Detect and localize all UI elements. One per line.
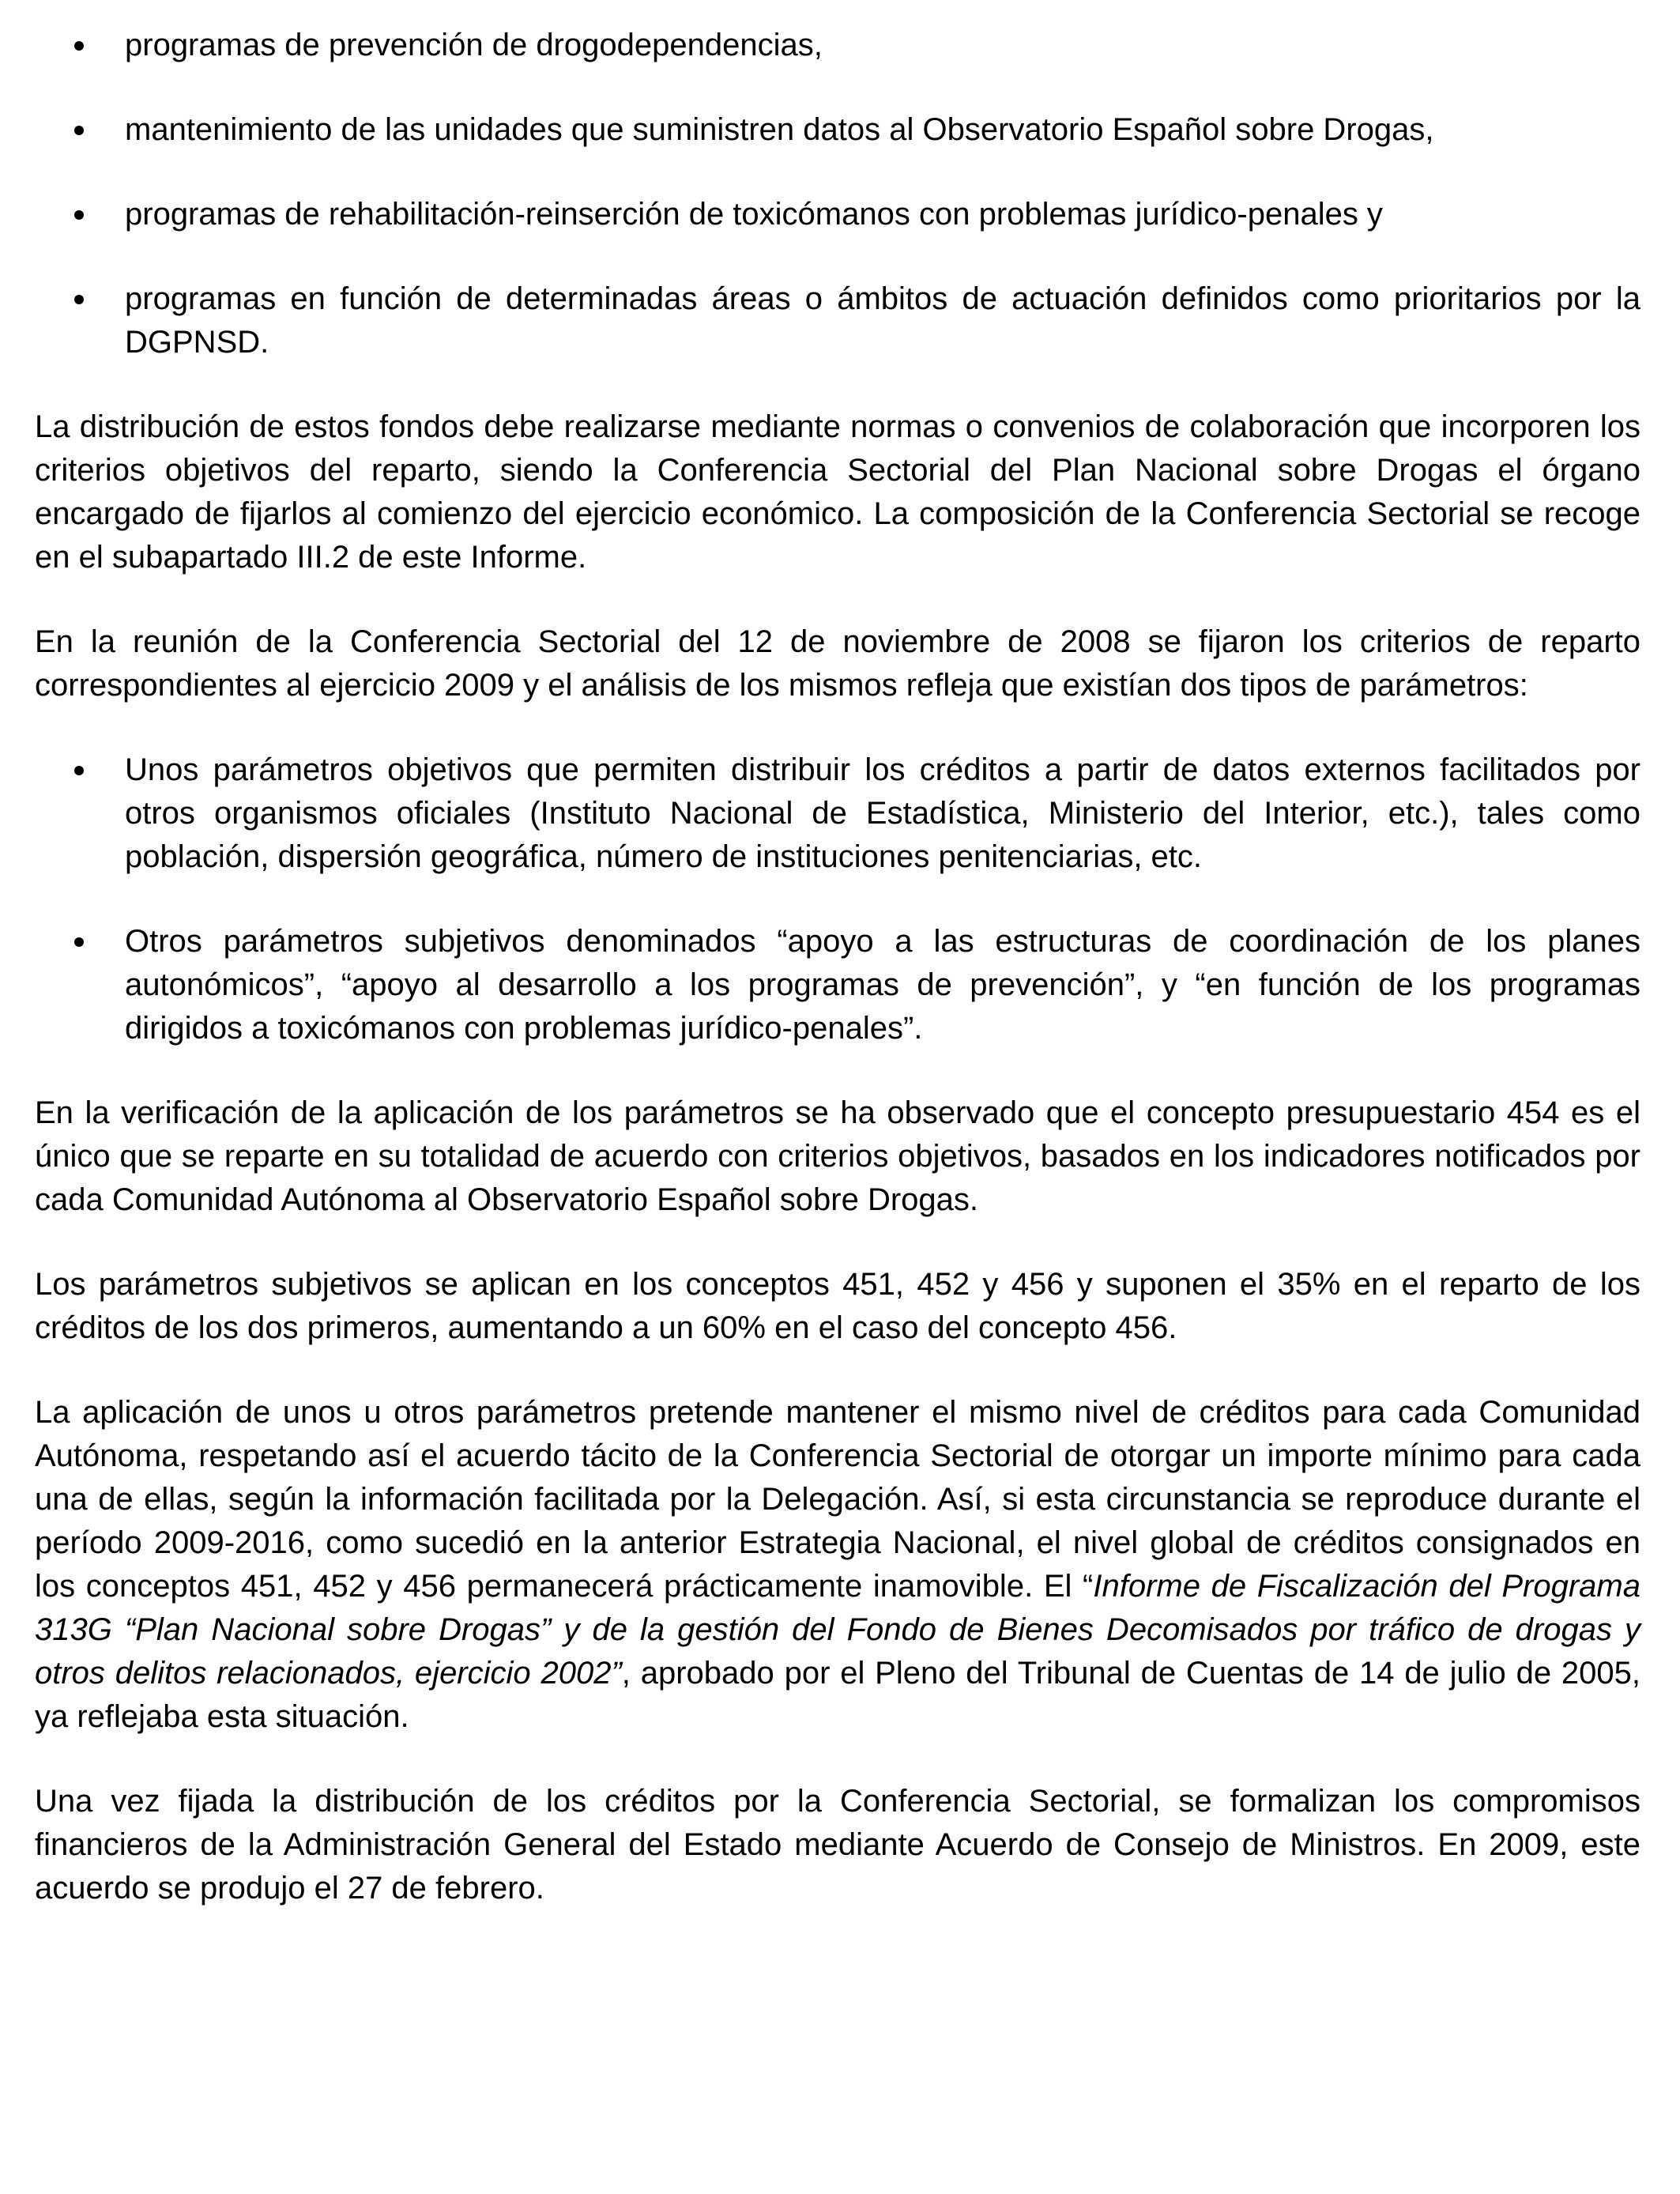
list-item-text: Otros parámetros subjetivos denominados “apoyo a las estructuras de coordinación de los planes autonómicos”, “apoyo al desarrollo a los programas de prevención”, y “en función de los programas dirigidos a toxicómanos con problemas jurídico-penales”. [125,924,1640,1046]
bullet-icon [74,937,84,947]
bullet-icon [74,295,84,304]
list-item [35,193,1640,236]
paragraph-formalization: Una vez fijada la distribución de los créditos por la Conferencia Sectorial, se formalizan los compromisos financieros de la Administración General del Estado mediante Acuerdo de Consejo de Ministros. En 2009, este acuerdo se produjo el 27 de febrero. [35,1784,1640,1906]
document-page [35,24,1640,1951]
paragraph-verification: En la verificación de la aplicación de los parámetros se ha observado que el concepto presupuestario 454 es el único que se reparte en su totalidad de acuerdo con criterios objetivos, basados en los indicadores notificados por cada Comunidad Autónoma al Observatorio Español sobre Drogas. [35,1095,1640,1217]
list-item-text: programas de rehabilitación-reinserción de toxicómanos con problemas jurídico-penales y [125,197,1383,232]
paragraph-text: , aprobado por el Pleno del Tribunal de Cuentas de 14 de julio de 2005, ya reflejaba esta situación. [35,1656,1640,1734]
list-item [35,24,1640,67]
paragraph-application [35,1391,1640,1739]
bullet-icon [74,41,84,51]
report-title-italic: Informe de Fiscalización del Programa 313G “Plan Nacional sobre Drogas” y de la gestión del Fondo de Bienes Decomisados por tráfico de drogas y otros delitos relacionados, ejercicio 2002” [35,1569,1640,1691]
paragraph-conference-meeting: En la reunión de la Conferencia Sectorial del 12 de noviembre de 2008 se fijaron los criterios de reparto correspondientes al ejercicio 2009 y el análisis de los mismos refleja que existían dos tipos de parámetros: [35,624,1640,703]
list-item-text: Unos parámetros objetivos que permiten distribuir los créditos a partir de datos externos facilitados por otros organismos oficiales (Instituto Nacional de Estadística, Ministerio del Interior, etc.), tales como población, dispersión geográfica, número de instituciones penitenciarias, etc. [125,752,1640,874]
list-item-text: programas de prevención de drogodependencias, [125,28,823,62]
bullet-icon [74,766,84,775]
paragraph-distribution: La distribución de estos fondos debe realizarse mediante normas o convenios de colaboración que incorporen los criterios objetivos del reparto, siendo la Conferencia Sectorial del Plan Nacional sobre Drogas el órgano encargado de fijarlos al comienzo del ejercicio económico. La composición de la Conferencia Sectorial se recoge en el subapartado III.2 de este Informe. [35,409,1640,575]
bullet-icon [74,126,84,135]
list-item-text: programas en función de determinadas áreas o ámbitos de actuación definidos como prioritarios por la DGPNSD. [125,281,1640,360]
bullet-list-parameters [35,748,1640,1050]
list-item [35,748,1640,879]
paragraph-subjective-parameters: Los parámetros subjetivos se aplican en los conceptos 451, 452 y 456 y suponen el 35% en el reparto de los créditos de los dos primeros, aumentando a un 60% en el caso del concepto 456. [35,1267,1640,1345]
list-item [35,108,1640,152]
list-item [35,277,1640,364]
list-item-text: mantenimiento de las unidades que suministren datos al Observatorio Español sobre Drogas, [125,112,1434,147]
bullet-icon [74,210,84,220]
paragraph-text: La aplicación de unos u otros parámetros pretende mantener el mismo nivel de créditos para cada Comunidad Autónoma, respetando así el acuerdo tácito de la Conferencia Sectorial de otorgar un importe mínimo para cada una de ellas, según la información facilitada por la Delegación. Así, si esta circunstancia se reproduce durante el período 2009-2016, como sucedió en la anterior Estrategia Nacional, el nivel global de créditos consignados en los conceptos 451, 452 y 456 permanecerá prácticamente inamovible. El “ [35,1395,1640,1604]
bullet-list-programs [35,24,1640,364]
list-item [35,920,1640,1050]
